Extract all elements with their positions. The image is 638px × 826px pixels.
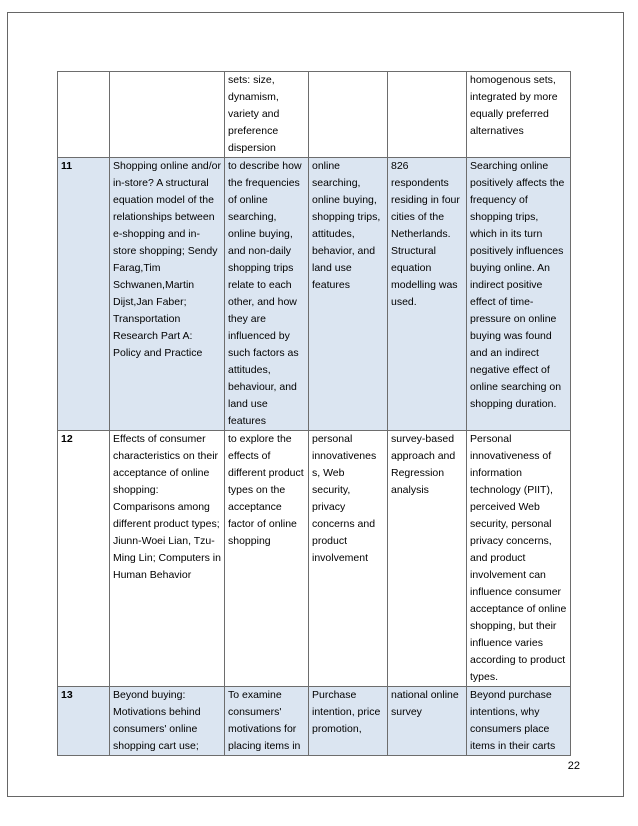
findings-cell: homogenous sets, integrated by more equally preferred alternatives bbox=[467, 72, 571, 158]
study-title-cell: Beyond buying: Motivations behind consumers' online shopping cart use; bbox=[110, 687, 225, 756]
objective-cell: to describe how the frequencies of online searching, online buying, and non-daily shopping trips relate to each other, and how they are influenced by such factors as attitudes, behaviour, and land use features bbox=[225, 158, 309, 431]
row-number: 13 bbox=[58, 687, 110, 756]
findings-cell: Beyond purchase intentions, why consumers place items in their carts bbox=[467, 687, 571, 756]
method-cell bbox=[388, 72, 467, 158]
table-row bbox=[58, 158, 571, 431]
findings-cell: Personal innovativeness of information technology (PIIT), perceived Web security, personal privacy concerns, and product involvement can influence consumer acceptance of online shopping, but their influence varies according to product types. bbox=[467, 431, 571, 687]
row-number bbox=[58, 72, 110, 158]
findings-cell: Searching online positively affects the frequency of shopping trips, which in its turn positively influences buying online. An indirect positive effect of time-pressure on online buying was found and an indirect negative effect of online searching on shopping duration. bbox=[467, 158, 571, 431]
variables-cell: personal innovativenes s, Web security, privacy concerns and product involvement bbox=[309, 431, 388, 687]
objective-cell: sets: size, dynamism, variety and preference dispersion bbox=[225, 72, 309, 158]
study-title-cell bbox=[110, 72, 225, 158]
objective-cell: To examine consumers' motivations for placing items in bbox=[225, 687, 309, 756]
objective-cell: to explore the effects of different product types on the acceptance factor of online shopping bbox=[225, 431, 309, 687]
method-cell: 826 respondents residing in four cities of the Netherlands. Structural equation modelling was used. bbox=[388, 158, 467, 431]
row-number: 11 bbox=[58, 158, 110, 431]
variables-cell bbox=[309, 72, 388, 158]
literature-review-table bbox=[57, 71, 571, 756]
method-cell: national online survey bbox=[388, 687, 467, 756]
variables-cell: Purchase intention, price promotion, bbox=[309, 687, 388, 756]
row-number: 12 bbox=[58, 431, 110, 687]
variables-cell: online searching, online buying, shopping trips, attitudes, behavior, and land use features bbox=[309, 158, 388, 431]
page-number: 22 bbox=[567, 760, 580, 772]
table-row bbox=[58, 431, 571, 687]
study-title-cell: Effects of consumer characteristics on their acceptance of online shopping: Comparisons among different product types; Jiunn-Woei Lian, Tzu-Ming Lin; Computers in Human Behavior bbox=[110, 431, 225, 687]
table-row bbox=[58, 72, 571, 158]
table-row bbox=[58, 687, 571, 756]
study-title-cell: Shopping online and/or in-store? A structural equation model of the relationships between e-shopping and in-store shopping; Sendy Farag,Tim Schwanen,Martin Dijst,Jan Faber; Transportation Research Part A: Policy and Practice bbox=[110, 158, 225, 431]
method-cell: survey-based approach and Regression analysis bbox=[388, 431, 467, 687]
